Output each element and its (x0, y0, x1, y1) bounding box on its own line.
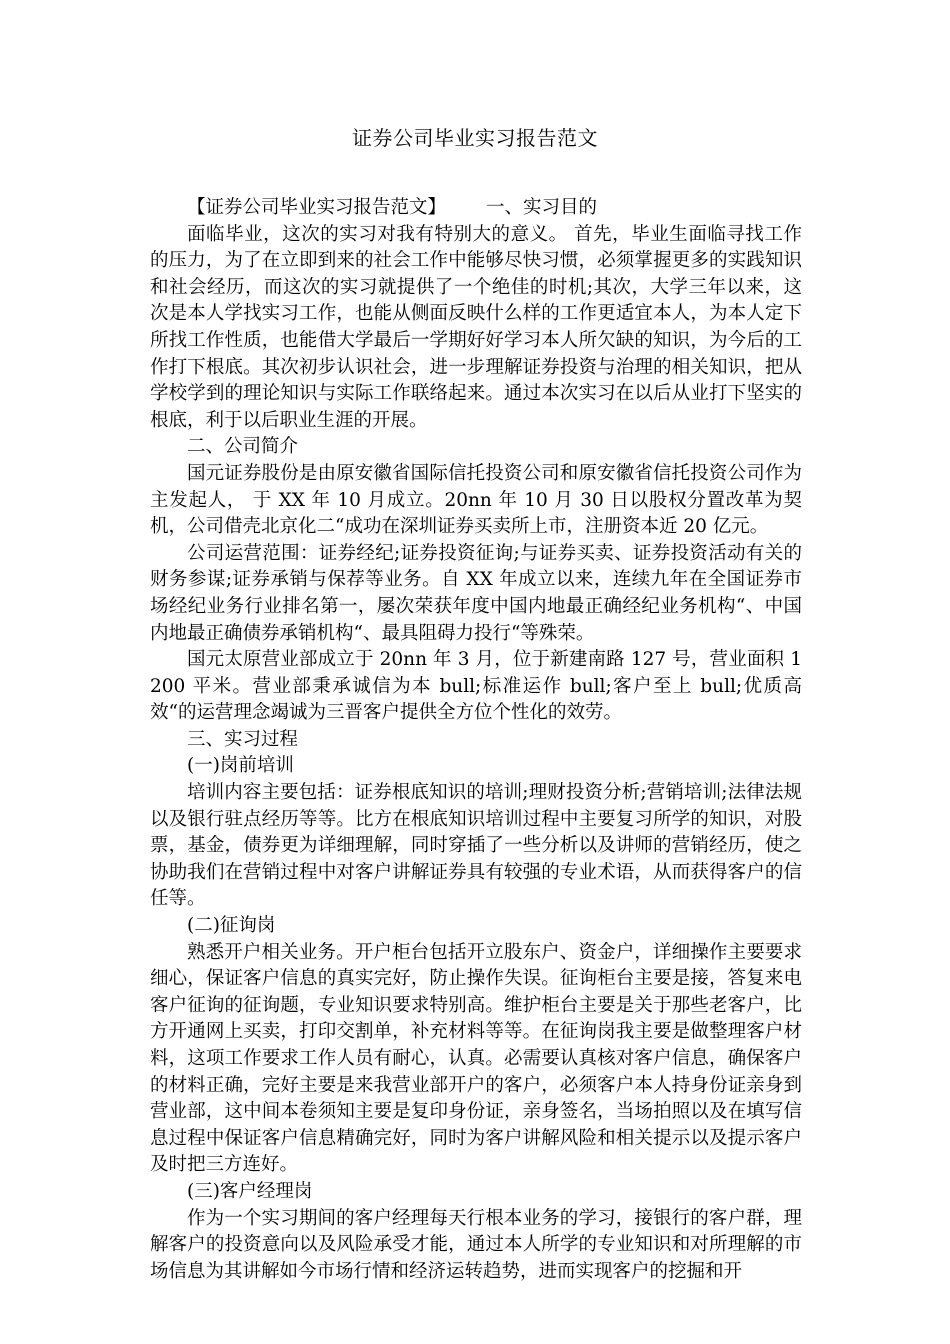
document-body (150, 195, 802, 1285)
lead-line (150, 195, 802, 222)
section-heading-process: 三、实习过程 (187, 728, 299, 750)
subheading-consulting-post: (二)征询岗 (187, 915, 276, 937)
section-heading-purpose: 一、实习目的 (486, 197, 598, 218)
paragraph: 面临毕业，这次的实习对我有特别大的意义。 首先，毕业生面临寻找工作的压力，为了在立即到来的社会工作中能够尽快习惯，必须掌握更多的实践知识和社会经历，而这次的实习就提供了一个绝佳的时机;其次，大学三年以来，这次是本人学找实习工作，也能从侧面反映什么样的工作更适宜本人，为本人定下所找工作性质，也能借大学最后一学期好好学习本人所欠缺的知识，为今后的工作打下根底。其次初步认识社会，进一步理解证券投资与治理的相关知识，把从学校学到的理论知识与实际工作联络起来。通过本次实习在以后从业打下坚实的根底，利于以后职业生涯的开展。 (150, 223, 802, 431)
paragraph: 国元证券股份是由原安徽省国际信托投资公司和原安徽省信托投资公司作为主发起人， 于 XX 年 10 月成立。20nn 年 10 月 30 日以股权分置改革为契机，公司借壳北京化二“成功在深圳证券买卖所上市，注册资本近 20 亿元。 (150, 462, 802, 538)
section-heading-company: 二、公司简介 (187, 436, 299, 458)
paragraph: 熟悉开户相关业务。开户柜台包括开立股东户、资金户，详细操作主要要求细心，保证客户信息的真实完好，防止操作失误。征询柜台主要是接，答复来电客户征询的征询题，专业知识要求特别高。维护柜台主要是关于那些老客户，比方开通网上买卖，打印交割单，补充材料等等。在征询岗我主要是做整理客户材料，这项工作要求工作人员有耐心，认真。必需要认真核对客户信息，确保客户的材料正确，完好主要是来我营业部开户的客户，必须客户本人持身份证亲身到营业部，这中间本卷须知主要是复印身份证，亲身签名，当场拍照以及在填写信息过程中保证客户信息精确完好，同时为客户讲解风险和相关提示以及提示客户及时把三方连好。 (150, 941, 802, 1176)
subheading-account-manager-post: (三)客户经理岗 (187, 1180, 313, 1202)
paragraph: 公司运营范围：证券经纪;证券投资征询;与证券买卖、证券投资活动有关的财务参谋;证券承销与保荐等业务。自 XX 年成立以来，连续九年在全国证券市场经纪业务行业排名第一，屡次荣获年度中国内地最正确经纪业务机构“、中国内地最正确债券承销机构“、最具阻碍力投行“等殊荣。 (150, 542, 802, 644)
paragraph: 国元太原营业部成立于 20nn 年 3 月，位于新建南路 127 号，营业面积 1200 平米。营业部秉承诚信为本 bull;标准运作 bull;客户至上 bull;优质高效“的运营理念竭诚为三晋客户提供全方位个性化的效劳。 (150, 649, 802, 724)
lead-bracket-title: 【证券公司毕业实习报告范文】 (187, 197, 447, 218)
document-title: 证券公司毕业实习报告范文 (352, 126, 598, 150)
paragraph: 培训内容主要包括：证券根底知识的培训;理财投资分析;营销培训;法律法规以及银行驻点经历等等。比方在根底知识培训过程中主要复习所学的知识，对股票，基金，债券更为详细理解，同时穿插了一些分析以及讲师的营销经历，使之协助我们在营销过程中对客户讲解证券具有较强的专业术语，从而获得客户的信任等。 (150, 782, 802, 910)
subheading-pre-job-training: (一)岗前培训 (187, 755, 294, 777)
paragraph: 作为一个实习期间的客户经理每天行根本业务的学习，接银行的客户群，理解客户的投资意向以及风险承受才能，通过本人所学的专业知识和对所理解的市场信息为其讲解如今市场行情和经济运转趋势，进而实现客户的挖掘和开 (150, 1207, 802, 1282)
